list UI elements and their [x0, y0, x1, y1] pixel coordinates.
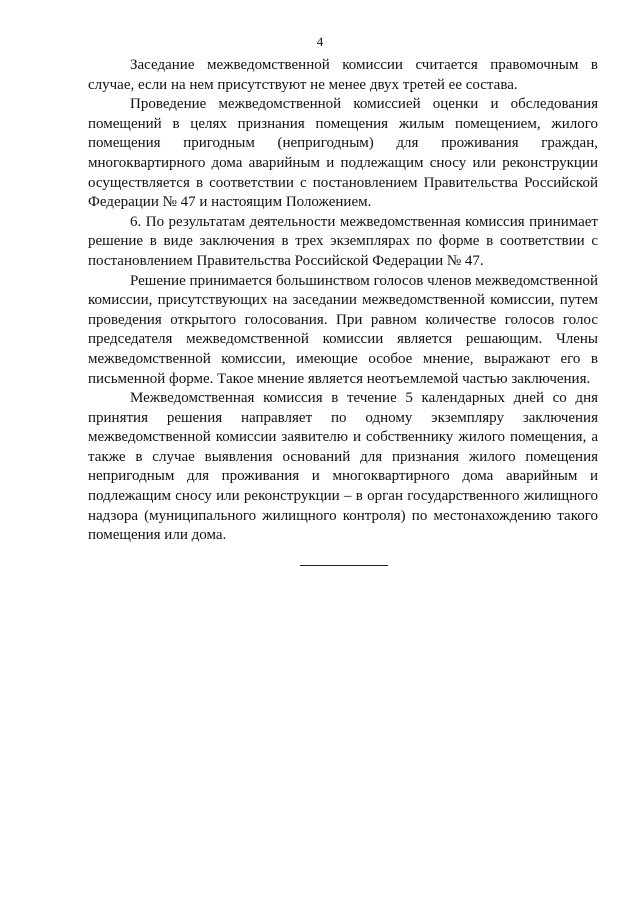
paragraph-notification: Межведомственная комиссия в течение 5 календарных дней со дня принятия решения направляет по одному экземпляру заключения межведомственной комиссии заявителю и собственнику жилого помещения, а также в случае выявления оснований для признания жилого помещения непригодным для проживания и многоквартирного дома аварийным и подлежащим сносу или реконструкции – в орган государственного жилищного надзора (муниципального жилищного контроля) по местонахождению такого помещения или дома. [88, 390, 598, 544]
paragraph-voting: Решение принимается большинством голосов членов межведомственной комиссии, присутствующих на заседании межведомственной комиссии, путем проведения открытого голосования. При равном количестве голосов голос председателя межведомственной комиссии является решающим. Члены межведомственной комиссии, имеющие особое мнение, выражают его в письменной форме. Такое мнение является неотъемлемой частью заключения. [88, 272, 598, 387]
paragraph-quorum: Заседание межведомственной комиссии считается правомочным в случае, если на нем присутствуют не менее двух третей ее состава. [88, 57, 598, 93]
document-body [88, 56, 598, 546]
end-divider [300, 565, 388, 566]
paragraph-assessment: Проведение межведомственной комиссией оценки и обследования помещений в целях признания помещения жилым помещением, жилого помещения пригодным (непригодным) для проживания граждан, многоквартирного дома аварийным и подлежащим сносу или реконструкции осуществляется в соответствии с постановлением Правительства Российской Федерации № 47 и настоящим Положением. [88, 96, 598, 211]
paragraph-decision-form: 6. По результатам деятельности межведомственная комиссия принимает решение в виде заключения в трех экземплярах по форме в соответствии с постановлением Правительства Российской Федерации № 47. [88, 213, 598, 269]
page-number: 4 [316, 34, 324, 49]
